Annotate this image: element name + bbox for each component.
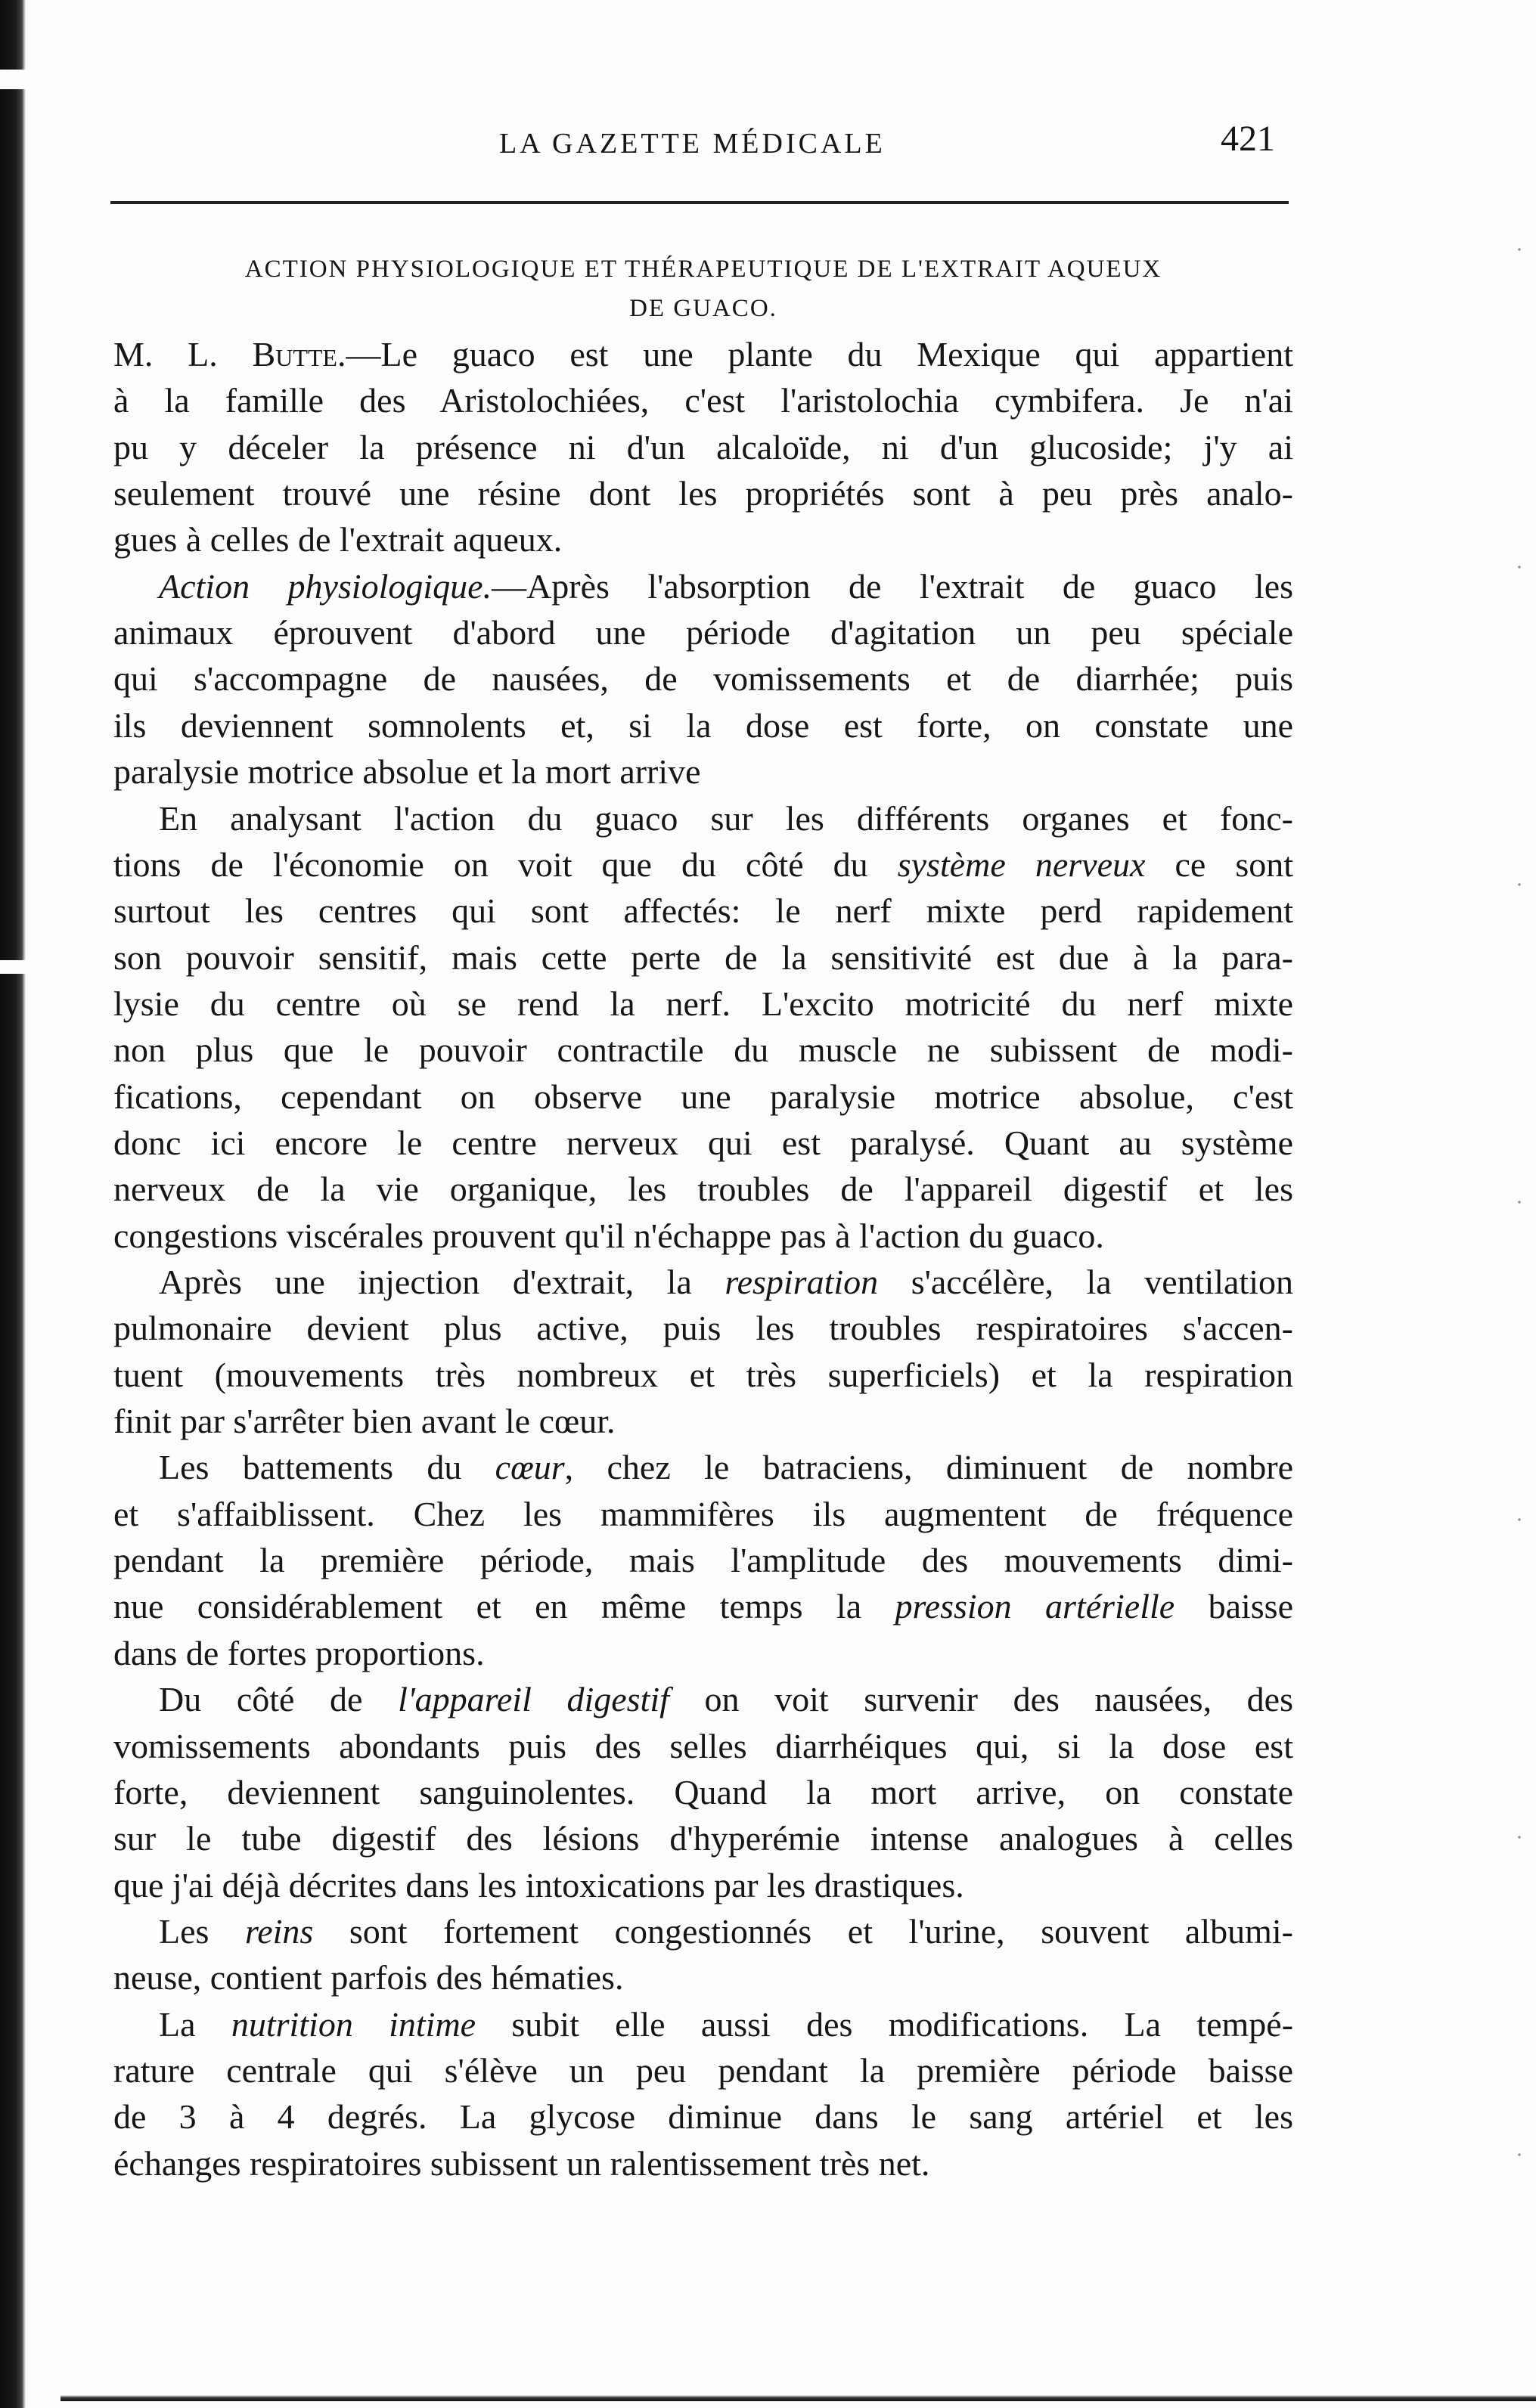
text-segment: Les xyxy=(159,1911,246,1951)
text-line xyxy=(113,982,1293,1026)
text-segment: baisse xyxy=(1174,1587,1293,1626)
text-segment: qui s'accompagne de nausées, de vomissements et de diarrhée; puis xyxy=(113,659,1293,699)
text-segment: animaux éprouvent d'abord une période d'agitation un peu spéciale xyxy=(113,613,1293,652)
text-segment: En analysant l'action du guaco sur les différents organes et fonc- xyxy=(159,798,1293,838)
text-line xyxy=(113,2095,1293,2139)
text-segment: tuent (mouvements très nombreux et très superficiels) et la respiration xyxy=(113,1355,1293,1394)
text-line xyxy=(113,1075,1293,1119)
text-segment: son pouvoir sensitif, mais cette perte de la sensitivité est due à la para- xyxy=(113,937,1293,977)
text-segment: et s'affaiblissent. Chez les mammifères ils augmentent de fréquence xyxy=(113,1494,1293,1533)
text-line xyxy=(113,1585,1293,1629)
text-segment: que j'ai déjà décrites dans les intoxications par les drastiques. xyxy=(113,1865,964,1904)
italic-text: nutrition intime xyxy=(231,2004,476,2044)
text-segment: seulement trouvé une résine dont les propriétés sont à peu près analo- xyxy=(113,474,1293,513)
text-line xyxy=(113,518,1293,562)
text-line xyxy=(113,1353,1293,1397)
text-line xyxy=(159,1678,1293,1722)
italic-text: respiration xyxy=(725,1263,879,1301)
text-segment: sont fortement congestionnés et l'urine, souvent albumi- xyxy=(313,1911,1293,1951)
text-segment: .—Le guaco est une plante du Mexique qui appartient xyxy=(337,335,1294,373)
text-line xyxy=(113,333,1293,377)
text-segment: M. L. xyxy=(113,335,253,373)
text-segment: non plus que le pouvoir contractile du muscle ne subissent de modi- xyxy=(113,1030,1293,1070)
text-segment: nue considérablement et en même temps la xyxy=(113,1587,895,1626)
italic-text: Action physiologique. xyxy=(159,566,492,606)
text-line xyxy=(113,1771,1293,1815)
text-segment: gues à celles de l'extrait aqueux. xyxy=(113,520,563,559)
text-segment: congestions viscérales prouvent qu'il n'échappe pas à l'action du guaco. xyxy=(113,1216,1104,1255)
text-line xyxy=(113,1817,1293,1861)
text-segment: neuse, contient parfois des hématies. xyxy=(113,1958,624,1997)
text-line xyxy=(113,472,1293,516)
text-segment: s'accélère, la ventilation xyxy=(878,1263,1293,1301)
italic-text: système nerveux xyxy=(897,845,1146,884)
text-line xyxy=(113,1121,1293,1165)
text-segment: vomissements abondants puis des selles diarrhéiques qui, si la dose est xyxy=(113,1726,1293,1765)
italic-text: cœur xyxy=(495,1448,565,1487)
text-segment: fications, cependant on observe une paralysie motrice absolue, c'est xyxy=(113,1077,1293,1116)
text-line xyxy=(113,1864,1293,1907)
text-line xyxy=(159,1260,1293,1304)
text-segment: rature centrale qui s'élève un peu pendant la première période baisse xyxy=(113,2050,1293,2090)
text-segment: échanges respiratoires subissent un ralentissement très net. xyxy=(113,2143,930,2183)
text-line xyxy=(113,750,1293,794)
text-line xyxy=(113,1028,1293,1072)
text-segment: pu y déceler la présence ni d'un alcaloïde, ni d'un glucoside; j'y ai xyxy=(113,427,1293,466)
text-line xyxy=(113,426,1293,470)
text-line xyxy=(113,1725,1293,1768)
text-line xyxy=(113,1214,1293,1258)
text-line xyxy=(113,1956,1293,2000)
text-line xyxy=(113,936,1293,980)
text-line xyxy=(159,797,1293,841)
text-segment: dans de fortes proportions. xyxy=(113,1633,485,1672)
text-line xyxy=(113,1167,1293,1211)
text-segment: on voit survenir des nausées, des xyxy=(669,1680,1293,1719)
scan-binding-edge xyxy=(0,0,26,2408)
text-line xyxy=(113,1492,1293,1536)
text-segment: surtout les centres qui sont affectés: le nerf mixte perd rapidement xyxy=(113,891,1293,931)
text-line xyxy=(159,1910,1293,1954)
text-segment: , chez le batraciens, diminuent de nombre xyxy=(564,1448,1293,1487)
text-line xyxy=(113,2049,1293,2093)
text-line xyxy=(113,379,1293,423)
text-segment: nerveux de la vie organique, les troubles de l'appareil digestif et les xyxy=(113,1170,1293,1209)
text-line xyxy=(113,1539,1293,1582)
text-segment: lysie du centre où se rend la nerf. L'excito motricité du nerf mixte xyxy=(113,984,1293,1023)
article-title-line-2: DE GUACO. xyxy=(629,295,777,322)
article-title-line-1: ACTION PHYSIOLOGIQUE ET THÉRAPEUTIQUE DE L'EXTRAIT AQUEUX xyxy=(244,256,1162,283)
text-segment: subit elle aussi des modifications. La tempé- xyxy=(476,2004,1294,2044)
author-name: Butte xyxy=(252,335,337,373)
text-line xyxy=(159,2003,1293,2047)
text-segment: sur le tube digestif des lésions d'hyperémie intense analogues à celles xyxy=(113,1819,1293,1858)
text-segment: Après une injection d'extrait, la xyxy=(159,1263,725,1301)
text-segment: tions de l'économie on voit que du côté du xyxy=(113,845,898,884)
text-segment: de 3 à 4 degrés. La glycose diminue dans le sang artériel et les xyxy=(113,2097,1293,2137)
text-segment: —Après l'absorption de l'extrait de guaco les xyxy=(492,566,1294,606)
header-rule xyxy=(110,201,1289,204)
text-segment: La xyxy=(159,2004,231,2044)
text-line xyxy=(113,1399,1293,1443)
text-segment: donc ici encore le centre nerveux qui est paralysé. Quant au système xyxy=(113,1123,1293,1162)
text-line xyxy=(113,704,1293,748)
text-segment: paralysie motrice absolue et la mort arrive xyxy=(113,752,701,792)
italic-text: reins xyxy=(245,1911,314,1951)
text-segment: ils deviennent somnolents et, si la dose est forte, on constate une xyxy=(113,705,1293,745)
text-segment: pendant la première période, mais l'amplitude des mouvements dimi- xyxy=(113,1541,1293,1580)
scan-speckle-margin xyxy=(1516,0,1522,2408)
text-line xyxy=(113,1306,1293,1350)
text-segment: forte, deviennent sanguinolentes. Quand la mort arrive, on constate xyxy=(113,1772,1293,1811)
text-line xyxy=(113,889,1293,933)
text-line xyxy=(113,657,1293,701)
text-segment: Du côté de xyxy=(159,1680,399,1719)
text-line xyxy=(113,611,1293,655)
text-segment: pulmonaire devient plus active, puis les troubles respiratoires s'accen- xyxy=(113,1309,1293,1348)
running-head: LA GAZETTE MÉDICALE xyxy=(499,128,886,160)
text-line xyxy=(159,565,1293,609)
article-title xyxy=(113,249,1293,328)
text-line xyxy=(113,2142,1293,2186)
text-line xyxy=(113,843,1293,887)
text-segment: Les battements du xyxy=(159,1448,495,1487)
text-segment: finit par s'arrêter bien avant le cœur. xyxy=(113,1402,616,1441)
text-line xyxy=(159,1446,1293,1489)
page-number: 421 xyxy=(1221,119,1275,159)
text-line xyxy=(113,1632,1293,1675)
italic-text: l'appareil digestif xyxy=(398,1680,669,1719)
text-segment: ce sont xyxy=(1145,845,1294,884)
italic-text: pression artérielle xyxy=(895,1587,1175,1626)
text-segment: à la famille des Aristolochiées, c'est l'aristolochia cymbifera. Je n'ai xyxy=(113,381,1293,420)
scan-bottom-edge xyxy=(61,2395,1536,2401)
